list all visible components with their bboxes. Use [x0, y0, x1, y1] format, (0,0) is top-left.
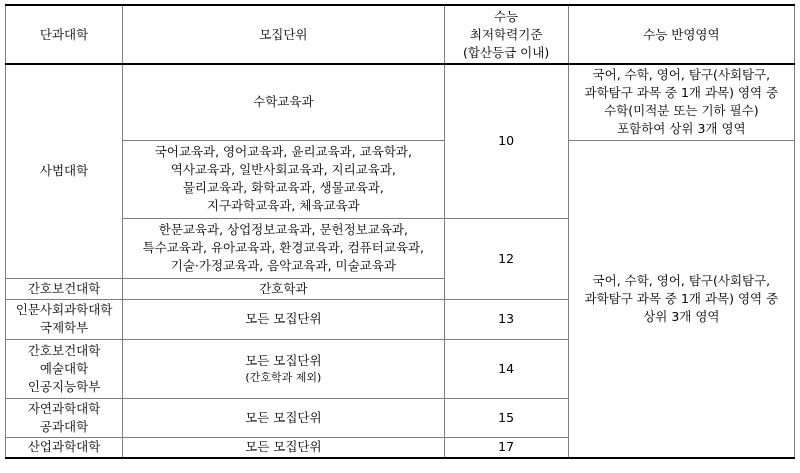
cell-math-education: 수학교육과 [123, 64, 444, 140]
cell-science-college: 자연과학대학 공과대학 [6, 398, 123, 437]
cell-group1-units: 국어교육과, 영어교육과, 윤리교육과, 교육학과, 역사교육과, 일반사회교육과, 지리교육과, 물리교육과, 화학교육과, 생물교육과, 지구과학교육과, 체육교육과 [123, 140, 444, 218]
cell-score-15: 15 [444, 398, 568, 437]
cell-areas-others: 국어, 수학, 영어, 탐구(사회탐구, 과학탐구 과목 중 1개 과목) 영역 중 상위 3개 영역 [568, 140, 794, 458]
cell-all-units-3: 모든 모집단위 [123, 398, 444, 437]
header-college: 단과대학 [6, 5, 123, 64]
cell-sabum-college: 사범대학 [6, 64, 123, 278]
cell-arts-college: 간호보건대학 예술대학 인공지능학부 [6, 339, 123, 398]
cell-nursing-college: 간호보건대학 [6, 278, 123, 299]
cell-group2-units: 한문교육과, 상업정보교육과, 문헌정보교육과, 특수교육과, 유아교육과, 환경교육과, 컴퓨터교육과, 기술·가정교육과, 음악교육과, 미술교육과 [123, 218, 444, 278]
header-minimum-standard: 수능 최저학력기준 (합산등급 이내) [444, 5, 568, 64]
cell-all-units-1: 모든 모집단위 [123, 299, 444, 339]
except-nursing-note: (간호학과 제외) [245, 371, 322, 384]
header-areas: 수능 반영영역 [568, 5, 794, 64]
cell-score-14: 14 [444, 339, 568, 398]
cell-nursing-dept: 간호학과 [123, 278, 444, 299]
cell-score-12: 12 [444, 218, 568, 299]
cell-score-13: 13 [444, 299, 568, 339]
all-units-2-text: 모든 모집단위 [245, 353, 322, 368]
cell-all-units-4: 모든 모집단위 [123, 437, 444, 458]
cell-industry-college: 산업과학대학 [6, 437, 123, 458]
cell-humanities-college: 인문사회과학대학 국제학부 [6, 299, 123, 339]
header-unit: 모집단위 [123, 5, 444, 64]
admission-criteria-table [5, 4, 795, 459]
cell-score-10: 10 [444, 64, 568, 218]
cell-areas-math-edu: 국어, 수학, 영어, 탐구(사회탐구, 과학탐구 과목 중 1개 과목) 영역 중 수학(미적분 또는 기하 필수) 포함하여 상위 3개 영역 [568, 64, 794, 140]
cell-all-units-2 [123, 339, 444, 398]
cell-score-17: 17 [444, 437, 568, 458]
